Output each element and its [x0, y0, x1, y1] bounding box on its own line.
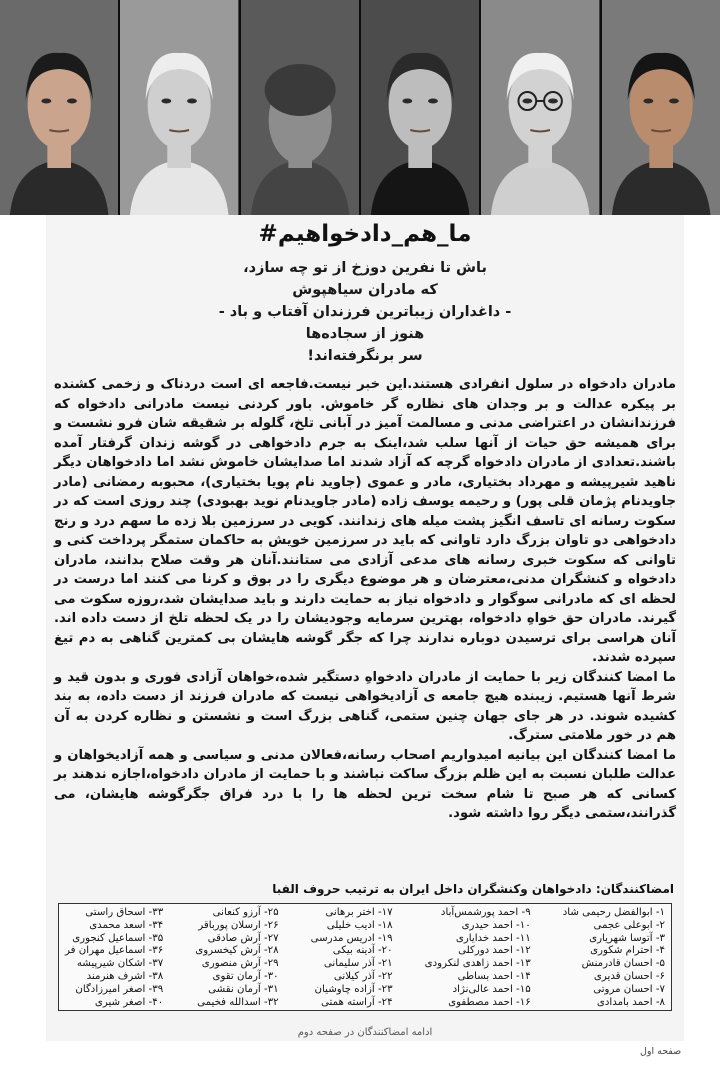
signatory-column [195, 907, 278, 1010]
signatory-name: ۳۲- اسدالله فخیمی [197, 996, 279, 1008]
signatory-name: ۸- احمد بامدادی [596, 996, 665, 1008]
woman-portrait-icon [0, 0, 120, 215]
poem-line: هنوز از سجاده‌ها [305, 326, 425, 342]
signatory-name: ۱۹- ادریس مدرسی [310, 932, 393, 944]
signatory-name: ۱۱- احمد خدایاری [455, 932, 531, 944]
signatory-name: ۲۲- آذر کیلانی [333, 970, 393, 982]
signatory-name: ۱۳- احمد زاهدی لنکرودی [424, 958, 531, 970]
signatory-name: ۲۷- آرش صادقی [207, 932, 279, 944]
signatory-column [311, 907, 393, 1010]
signatory-name: ۱۷- اختر برهانی [325, 907, 393, 918]
page-number-note: صفحه اول [640, 1046, 682, 1057]
woman-portrait-icon [602, 0, 720, 215]
poem-line: باش تا نفرین دوزخ از تو چه سازد، [243, 260, 487, 276]
poem [106, 257, 624, 367]
signatory-name: ۲- ابوعلی عجمی [593, 919, 665, 931]
signatory-name: ۳۹- اصغر امیرزادگان [75, 983, 164, 995]
signatory-name: ۵- احسان قادرمنش [581, 958, 665, 970]
signatory-name: ۲۱- آذر سلیمانی [323, 958, 393, 970]
poem-line: که مادران سیاهپوش [292, 282, 438, 298]
statement-sheet [46, 215, 684, 1041]
portrait-strip [0, 0, 720, 215]
signatory-column [563, 907, 665, 1010]
body-paragraph: مادران دادخواه در سلول انفرادی هستند.این خبر نیست.فاجعه ای است دردناک و زخمی کشنده بر پیکره عدالت و بر وجدان های نظاره گر خاموش. باور کردنی نیست مادرانی دادخواه که فرزندانشان در اعتراضی مدنی و مسالمت آمیز در آبانی تلخ، گلوله بر شقیقه شان فرو نشست و برای همیشه حق حیات از آنها سلب شد،اینک به جرم دادخواهی در گوشه زندان گرفتار آمده باشند.تعدادی از مادران دادخواه گرچه که آزاد شدند اما صدایشان خاموش نشد اما دادخواهان دیگر ناهید شیرپیشه و مهرداد بختیاری، مادر و عموی (جاوید نام پویا بختیاری)، محبوبه رمضانی (مادر جاویدنام پژمان قلی پور) و رحیمه یوسف زاده (مادر جاویدنام نوید بهبودی) چند روزی است که در سکوت رسانه ای تاسف انگیز پشت میله های زندانند. کویی در سرزمین بلا زده ما سهم درد و رنج دادخواهی دو تاوان بزرگ دارد تاوانی که باید در سرزمین خویش به حاکمان ستمگر پرداخت کنی و تاوانی که سکوت خبری رسانه های مدعی آزادی می ستانند.آنان هر وقت صلاح بدانند، مادران دادخواه و کنشگران مدنی،معترضان و هر موضوع دیگری را در بوق و کرنا می کنند اما درست در لحظه ای که مادرانی سوگوار و دادخواه نیاز به حمایت دارند و باید صدایشان شد،روزه سکوت می گیرند. مادران حق خواهِ دادخواه، بهترین سرمایه وجودیشان را در یک لحظه تلخ از دست داده اند. آنان هراسی برای ترسیدن دوباره ندارند چرا که جگر گوشه هایشان بی کمترین گناهی به دم تیغ سپرده شدند. [54, 377, 676, 665]
signatory-name: ۳۵- اسماعیل کنجوری [72, 932, 164, 944]
signatory-name: ۱۲- احمد دورکلی [458, 945, 531, 957]
signatory-name: ۱۰- احمد حیدری [461, 919, 531, 931]
signatory-name: ۱۸- ادیب خلیلی [326, 919, 393, 931]
signatory-name: ۳۸- اشرف هنرمند [86, 970, 164, 982]
man-portrait-icon [361, 0, 481, 215]
signatory-name: ۳۰- آرمان تقوی [212, 970, 279, 982]
signatory-name: ۳۴- اسعد محمدی [89, 919, 164, 931]
hashtag-title: #ما_هم_دادخواهیم [258, 221, 472, 247]
signatory-name: ۲۶- ارسلان پورباقر [198, 919, 279, 931]
signatory-name: ۷- احسان مروتی [593, 983, 665, 995]
signatory-name: ۲۹- آرش منصوری [201, 958, 279, 970]
signatory-name: ۲۴- آراسته همتی [321, 996, 393, 1008]
elderly-woman-glasses-portrait-icon [481, 0, 601, 215]
elderly-woman-portrait-icon [120, 0, 240, 215]
signatory-name: ۳۳- اسحاق راستی [85, 907, 164, 918]
signatory-column [65, 907, 163, 1010]
signatories-label: امضاکنندگان: دادخواهان وکنشگران داخل ایران به ترتیب حروف الفبا [272, 882, 674, 896]
signatory-name: ۹- احمد پورشمس‌آباد [440, 907, 531, 918]
continue-note: ادامه امضاکنندگان در صفحه دوم [297, 1027, 433, 1038]
signatory-name: ۱۵- احمد عالی‌نژاد [452, 983, 531, 995]
signatory-column [425, 907, 531, 1010]
signatory-name: ۱۶- احمد مصطفوی [448, 996, 531, 1008]
signatory-name: ۲۸- آرش کیخسروی [195, 945, 279, 957]
body-paragraph: ما امضا کنندگان این بیانیه امیدواریم اصحاب رسانه،فعالان مدنی و سیاسی و همه آزادیخواهان و عدالت طلبان نسبت به این ظلم بزرگ ساکت نباشند و با حمایت از مادران دادخواه،اجازه ندهند بر کسانی که هر صبح تا شام سخت ترین لحظه ها را با درد فراق جگرگوشه هایشان، می گذرانند،ستمی دیگر روا داشته شود. [54, 747, 676, 821]
signatory-name: ۲۳- آزاده چاوشیان [314, 983, 393, 995]
signatory-name: ۱۴- احمد بساطی [457, 970, 531, 982]
signatory-name: ۱- ابوالفضل رحیمی شاد [562, 907, 665, 918]
signatory-name: ۳۷- اشکان شیرپیشه [76, 958, 164, 970]
statement-body [54, 375, 676, 824]
signatory-name: ۴- احترام شکوری [590, 945, 665, 957]
signatory-name: ۳۱- آرمان نقشی [208, 983, 279, 995]
poem-line: - داغداران زیباترین فرزندان آفتاب و باد - [218, 304, 512, 320]
man-head-bowed-portrait-icon [241, 0, 361, 215]
poem-line: سر برنگرفته‌اند! [307, 348, 423, 364]
signatory-name: ۶- احسان قدیری [593, 970, 665, 982]
body-paragraph: ما امضا کنندگان زیر با حمایت از مادران دادخواهِ دستگیر شده،خواهان آزادی فوری و بدون قید و شرط آنها هستیم. زیبنده هیچ جامعه‌ ی آزادیخواهی نیست که مادران فرزند از دست داده، به بند کشیده شوند. در هر جای جهان چنین ستمی، گناهی بزرگ است و نشستن و نظاره کردن به آن هم در خور ملامتی سترگ. [54, 669, 676, 743]
signatories-box [58, 903, 672, 1011]
signatory-name: ۲۵- آرزو کنعانی [212, 907, 279, 918]
signatory-name: ۳- آتوسا شهریاری [589, 932, 665, 944]
signatory-name: ۳۶- اسماعیل مهران فر [65, 945, 164, 957]
signatory-name: ۴۰- اصغر شیری [94, 996, 164, 1008]
signatory-name: ۲۰- آدینه بیکی [332, 945, 393, 957]
